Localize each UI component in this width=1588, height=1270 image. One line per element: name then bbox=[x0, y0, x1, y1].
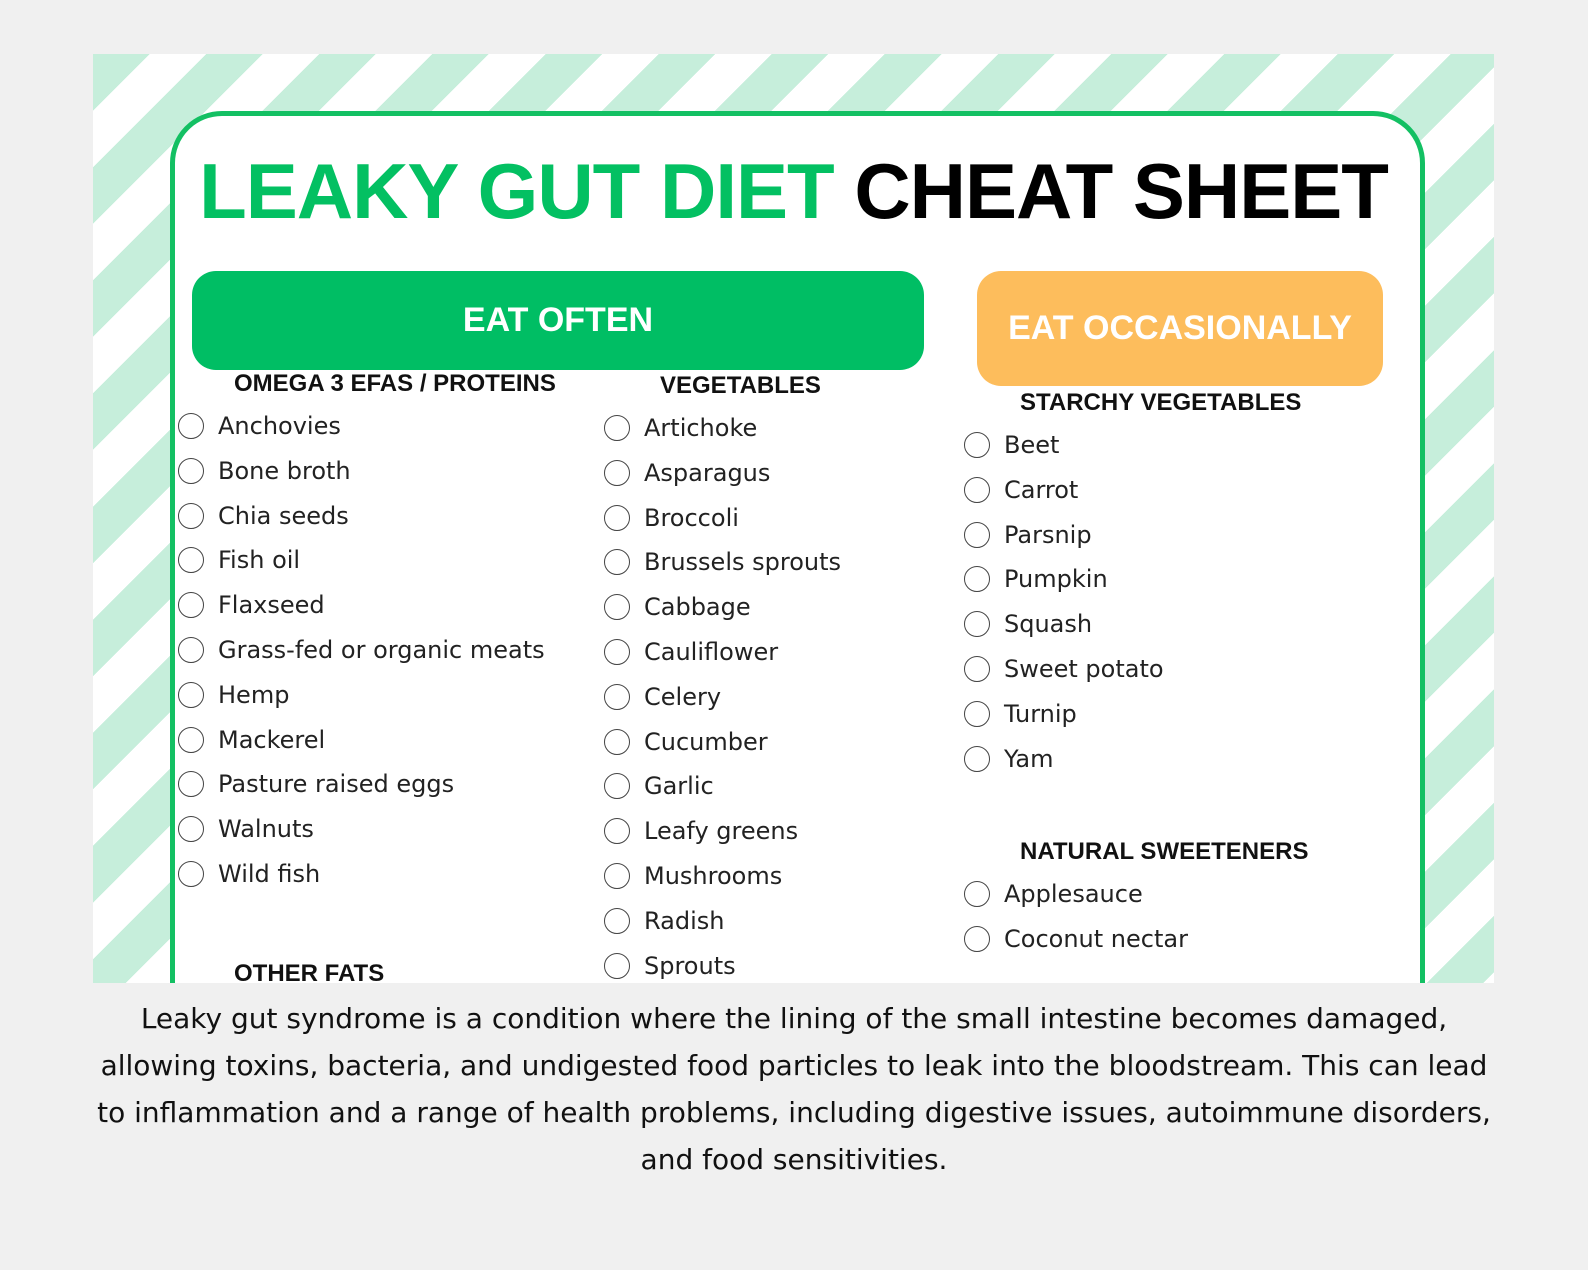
checklist-item-label: Bone broth bbox=[218, 456, 351, 485]
checklist-item-label: Squash bbox=[1004, 610, 1093, 639]
checkbox-circle-icon[interactable] bbox=[604, 908, 630, 934]
section-header: NATURAL SWEETENERS bbox=[1020, 838, 1309, 865]
checklist-item[interactable] bbox=[604, 907, 724, 935]
checklist-item[interactable] bbox=[604, 772, 714, 800]
checkbox-circle-icon[interactable] bbox=[604, 729, 630, 755]
checkbox-circle-icon[interactable] bbox=[178, 861, 204, 887]
checkbox-circle-icon[interactable] bbox=[178, 816, 204, 842]
checklist-item[interactable] bbox=[604, 862, 782, 890]
checkbox-circle-icon[interactable] bbox=[604, 773, 630, 799]
checklist-item-label: Yam bbox=[1004, 744, 1054, 773]
checklist-item[interactable] bbox=[964, 610, 1092, 638]
checklist-item[interactable] bbox=[964, 521, 1092, 549]
checklist-item-label: Walnuts bbox=[218, 815, 314, 844]
checkbox-circle-icon[interactable] bbox=[964, 881, 990, 907]
checklist-item-label: Pasture raised eggs bbox=[218, 770, 455, 799]
section-header: OMEGA 3 EFAS / PROTEINS bbox=[234, 370, 556, 397]
checklist-item-label: Sweet potato bbox=[1004, 655, 1164, 683]
checklist-item[interactable] bbox=[604, 638, 778, 666]
checklist-item[interactable] bbox=[604, 504, 739, 532]
checklist-item-label: Anchovies bbox=[218, 412, 341, 440]
checklist-item-label: Garlic bbox=[644, 772, 714, 801]
checklist-item[interactable] bbox=[604, 952, 736, 980]
checkbox-circle-icon[interactable] bbox=[178, 503, 204, 529]
checklist-item[interactable] bbox=[178, 636, 545, 664]
checklist-item-label: Mushrooms bbox=[644, 862, 783, 890]
checkbox-circle-icon[interactable] bbox=[964, 477, 990, 503]
checkbox-circle-icon[interactable] bbox=[604, 684, 630, 710]
eat-often-banner: EAT OFTEN bbox=[192, 271, 924, 370]
checklist-item[interactable] bbox=[178, 770, 454, 798]
checklist-item[interactable] bbox=[604, 728, 768, 756]
checklist-item-label: Asparagus bbox=[644, 458, 771, 487]
checklist-item-label: Parsnip bbox=[1004, 520, 1092, 549]
eat-occasionally-banner: EAT OCCASIONALLY bbox=[977, 271, 1383, 386]
title-black: CHEAT SHEET bbox=[854, 147, 1388, 235]
checklist-item[interactable] bbox=[178, 726, 325, 754]
checklist-item-label: Celery bbox=[644, 682, 722, 711]
checklist-item[interactable] bbox=[604, 683, 721, 711]
checklist-item-label: Hemp bbox=[218, 680, 290, 709]
checklist-item[interactable] bbox=[964, 565, 1108, 593]
caption: Leaky gut syndrome is a condition where the lining of the small intestine becomes damaged, allowing toxins, bacteria, and undigested food particles to leak into the bloodstream. This can lead to inflammation and a range of health problems, including digestive issues, autoimmune disorders, and food sensitivities. bbox=[97, 1002, 1491, 1176]
checkbox-circle-icon[interactable] bbox=[604, 953, 630, 979]
checkbox-circle-icon[interactable] bbox=[964, 701, 990, 727]
checklist-item-label: Beet bbox=[1004, 431, 1060, 459]
checklist-item-label: Turnip bbox=[1004, 699, 1077, 728]
checkbox-circle-icon[interactable] bbox=[178, 771, 204, 797]
checklist-item[interactable] bbox=[964, 925, 1188, 953]
checklist-item-label: Pumpkin bbox=[1004, 565, 1108, 594]
section-header: STARCHY VEGETABLES bbox=[1020, 389, 1302, 416]
checkbox-circle-icon[interactable] bbox=[604, 505, 630, 531]
checklist-item[interactable] bbox=[178, 815, 314, 843]
checkbox-circle-icon[interactable] bbox=[604, 460, 630, 486]
checklist-item[interactable] bbox=[178, 502, 349, 530]
checklist-item[interactable] bbox=[964, 700, 1077, 728]
checklist-item-label: Brussels sprouts bbox=[644, 548, 842, 577]
section-header: VEGETABLES bbox=[660, 372, 821, 399]
checkbox-circle-icon[interactable] bbox=[178, 413, 204, 439]
checklist-item-label: Chia seeds bbox=[218, 501, 349, 530]
checkbox-circle-icon[interactable] bbox=[604, 863, 630, 889]
checkbox-circle-icon[interactable] bbox=[964, 656, 990, 682]
checkbox-circle-icon[interactable] bbox=[604, 594, 630, 620]
checkbox-circle-icon[interactable] bbox=[178, 547, 204, 573]
checklist-item-label: Leafy greens bbox=[644, 817, 799, 846]
checklist-item-label: Fish oil bbox=[218, 546, 301, 575]
checklist-item-label: Cucumber bbox=[644, 727, 768, 756]
checklist-item-label: Coconut nectar bbox=[1004, 924, 1188, 953]
checklist-item-label: Cabbage bbox=[644, 593, 751, 622]
checkbox-circle-icon[interactable] bbox=[604, 818, 630, 844]
title-green: LEAKY GUT DIET bbox=[199, 147, 834, 235]
checkbox-circle-icon[interactable] bbox=[604, 549, 630, 575]
page-title bbox=[93, 146, 1494, 237]
checkbox-circle-icon[interactable] bbox=[178, 592, 204, 618]
checklist-item-label: Broccoli bbox=[644, 503, 739, 532]
checklist-item[interactable] bbox=[604, 593, 751, 621]
checkbox-circle-icon[interactable] bbox=[604, 415, 630, 441]
checklist-item[interactable] bbox=[178, 681, 289, 709]
checklist-item[interactable] bbox=[178, 546, 300, 574]
checklist-item-label: Carrot bbox=[1004, 475, 1079, 504]
checklist-item-label: Artichoke bbox=[644, 414, 758, 442]
checkbox-circle-icon[interactable] bbox=[964, 926, 990, 952]
checklist-item[interactable] bbox=[964, 655, 1164, 683]
checklist-item[interactable] bbox=[964, 745, 1053, 773]
checklist-item-label: Flaxseed bbox=[218, 591, 325, 620]
checklist-item-label: Wild fish bbox=[218, 860, 321, 888]
checkbox-circle-icon[interactable] bbox=[178, 637, 204, 663]
checklist-item-label: Cauliflower bbox=[644, 638, 779, 666]
checkbox-circle-icon[interactable] bbox=[964, 746, 990, 772]
checkbox-circle-icon[interactable] bbox=[178, 727, 204, 753]
checklist-item[interactable] bbox=[178, 860, 320, 888]
checkbox-circle-icon[interactable] bbox=[178, 682, 204, 708]
checklist-item[interactable] bbox=[604, 817, 798, 845]
checklist-item[interactable] bbox=[178, 412, 341, 440]
checklist-item[interactable] bbox=[964, 431, 1059, 459]
checklist-item-label: Sprouts bbox=[644, 951, 736, 980]
checklist-item[interactable] bbox=[964, 880, 1143, 908]
checklist-item-label: Applesauce bbox=[1004, 880, 1143, 908]
checklist-item[interactable] bbox=[604, 414, 757, 442]
checklist-item-label: Grass-fed or organic meats bbox=[218, 636, 545, 664]
checklist-item[interactable] bbox=[604, 459, 770, 487]
cheat-sheet-image bbox=[93, 54, 1494, 983]
checklist-item[interactable] bbox=[604, 548, 841, 576]
checklist-item[interactable] bbox=[178, 591, 325, 619]
checklist-item[interactable] bbox=[964, 476, 1078, 504]
checkbox-circle-icon[interactable] bbox=[964, 432, 990, 458]
checklist-item[interactable] bbox=[178, 457, 351, 485]
checklist-item-label: Mackerel bbox=[218, 725, 326, 754]
checkbox-circle-icon[interactable] bbox=[964, 566, 990, 592]
checklist-item-label: Radish bbox=[644, 906, 725, 935]
section-header: OTHER FATS bbox=[234, 960, 385, 983]
checkbox-circle-icon[interactable] bbox=[964, 522, 990, 548]
checkbox-circle-icon[interactable] bbox=[178, 458, 204, 484]
checkbox-circle-icon[interactable] bbox=[964, 611, 990, 637]
checkbox-circle-icon[interactable] bbox=[604, 639, 630, 665]
